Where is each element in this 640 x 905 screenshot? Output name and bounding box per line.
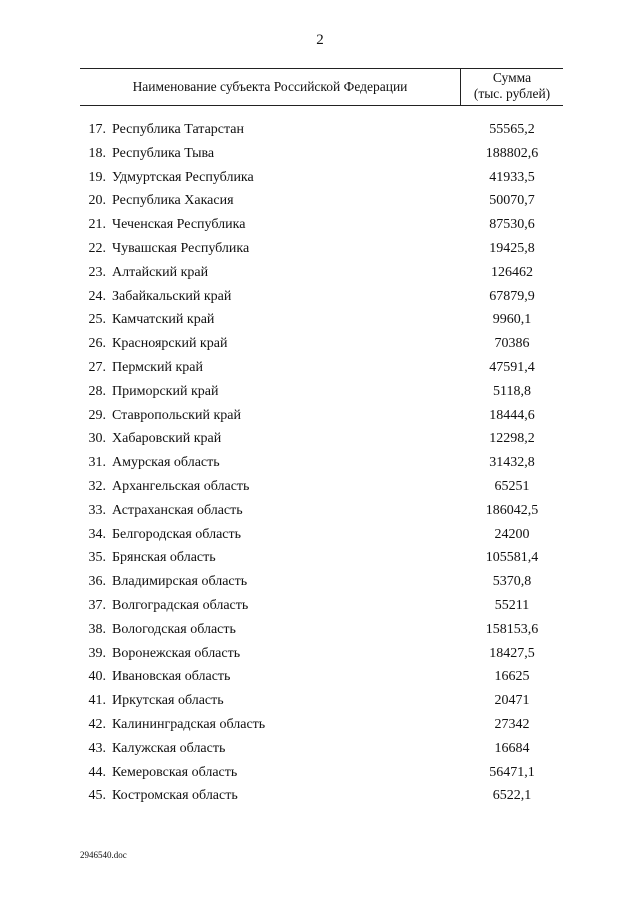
row-number: 39. (88, 645, 106, 661)
row-amount: 6522,1 (492, 788, 532, 804)
table-row (0, 190, 640, 214)
column-header-name: Наименование субъекта Российской Федерации (132, 79, 408, 94)
table-row (0, 785, 640, 809)
row-region-name: Калининградская область (112, 716, 266, 732)
table-row (0, 571, 640, 595)
row-number: 38. (88, 621, 106, 637)
row-amount: 55211 (494, 597, 530, 613)
row-number: 43. (88, 740, 106, 756)
row-number: 34. (88, 526, 106, 542)
row-region-name: Алтайский край (112, 264, 209, 280)
table-row (0, 428, 640, 452)
table-row (0, 547, 640, 571)
row-region-name: Красноярский край (112, 336, 228, 352)
row-number: 20. (88, 193, 106, 209)
column-header-sum (461, 70, 563, 102)
row-amount: 47591,4 (489, 359, 535, 375)
row-region-name: Хабаровский край (112, 431, 222, 447)
page-number: 2 (316, 32, 324, 48)
table-row (0, 476, 640, 500)
row-number: 32. (88, 478, 106, 494)
row-region-name: Чувашская Республика (112, 240, 250, 256)
row-amount: 55565,2 (489, 122, 535, 137)
row-number: 31. (88, 455, 106, 471)
table-row (0, 762, 640, 786)
row-amount: 18444,6 (489, 407, 535, 423)
row-number: 35. (88, 550, 106, 566)
row-region-name: Брянская область (112, 550, 216, 566)
row-number: 29. (88, 407, 106, 423)
row-number: 19. (88, 169, 106, 185)
row-number: 44. (88, 764, 106, 780)
row-amount: 158153,6 (485, 621, 539, 637)
row-number: 27. (88, 359, 106, 375)
column-header-sum-line2: (тыс. рублей) (473, 86, 551, 101)
row-region-name: Кемеровская область (112, 764, 238, 780)
table-row (0, 666, 640, 690)
row-region-name: Забайкальский край (112, 288, 232, 304)
row-amount: 186042,5 (485, 502, 539, 518)
row-region-name: Архангельская область (112, 478, 250, 494)
table-row (0, 238, 640, 262)
row-region-name: Владимирская область (112, 574, 248, 590)
table-row (0, 452, 640, 476)
row-amount: 27342 (494, 716, 530, 732)
table-row (0, 690, 640, 714)
row-region-name: Белгородская область (112, 526, 242, 542)
row-number: 22. (88, 240, 106, 256)
table-row (0, 167, 640, 191)
row-region-name: Ивановская область (112, 669, 231, 685)
table-row (0, 405, 640, 429)
table-row (0, 738, 640, 762)
table-row (0, 309, 640, 333)
row-amount: 16625 (494, 669, 530, 685)
row-amount: 9960,1 (492, 312, 532, 328)
row-amount: 50070,7 (489, 193, 535, 209)
row-amount: 105581,4 (485, 550, 539, 566)
row-region-name: Воронежская область (112, 645, 241, 661)
row-region-name: Амурская область (112, 455, 220, 471)
row-region-name: Ставропольский край (112, 407, 241, 423)
row-amount: 19425,8 (489, 240, 535, 256)
table-row (0, 214, 640, 238)
row-amount: 5118,8 (493, 383, 531, 399)
table-row (0, 262, 640, 286)
row-amount: 20471 (494, 693, 530, 709)
table-row (0, 286, 640, 310)
row-region-name: Пермский край (112, 359, 203, 375)
table-header (80, 68, 563, 106)
row-region-name: Удмуртская Республика (112, 169, 254, 185)
row-region-name: Камчатский край (112, 312, 215, 328)
row-amount: 16684 (494, 740, 530, 756)
row-amount: 126462 (491, 264, 533, 280)
row-amount: 65251 (494, 478, 530, 494)
row-number: 45. (88, 788, 106, 804)
row-region-name: Приморский край (112, 383, 219, 399)
row-number: 23. (88, 264, 106, 280)
row-amount: 12298,2 (489, 431, 535, 447)
row-number: 18. (88, 145, 106, 161)
row-region-name: Республика Тыва (112, 145, 215, 161)
row-number: 21. (88, 217, 106, 233)
row-amount: 24200 (494, 526, 530, 542)
row-number: 25. (88, 312, 106, 328)
row-number: 36. (88, 574, 106, 590)
row-number: 30. (88, 431, 106, 447)
row-number: 26. (88, 336, 106, 352)
table-row (0, 714, 640, 738)
table-row (0, 595, 640, 619)
row-region-name: Волгоградская область (112, 597, 249, 613)
table-row (0, 381, 640, 405)
row-amount: 41933,5 (489, 169, 535, 185)
row-number: 28. (88, 383, 106, 399)
row-region-name: Иркутская область (112, 693, 224, 709)
table-row (0, 333, 640, 357)
row-number: 24. (88, 288, 106, 304)
row-amount: 87530,6 (489, 217, 535, 233)
table-body (0, 119, 640, 809)
row-region-name: Чеченская Республика (112, 217, 246, 233)
table-row (0, 643, 640, 667)
row-number: 40. (88, 669, 106, 685)
row-amount: 5370,8 (492, 574, 532, 590)
row-amount: 188802,6 (485, 145, 539, 161)
row-number: 42. (88, 716, 106, 732)
table-row (0, 500, 640, 524)
row-region-name: Калужская область (112, 740, 226, 756)
row-amount: 56471,1 (489, 764, 535, 780)
column-header-sum-line1: Сумма (492, 70, 532, 85)
row-number: 41. (88, 693, 106, 709)
table-row (0, 357, 640, 381)
table-row (0, 119, 640, 143)
table-row (0, 143, 640, 167)
row-region-name: Костромская область (112, 788, 238, 804)
row-amount: 70386 (494, 336, 530, 352)
row-amount: 67879,9 (489, 288, 535, 304)
row-number: 37. (88, 597, 106, 613)
row-amount: 31432,8 (489, 455, 535, 471)
row-region-name: Астраханская область (112, 502, 243, 518)
row-number: 17. (88, 122, 106, 137)
row-number: 33. (88, 502, 106, 518)
document-reference: 2946540.doc (80, 850, 127, 860)
row-region-name: Республика Татарстан (112, 122, 245, 137)
table-row (0, 524, 640, 548)
row-region-name: Республика Хакасия (112, 193, 234, 209)
row-amount: 18427,5 (489, 645, 535, 661)
row-region-name: Вологодская область (112, 621, 236, 637)
table-row (0, 619, 640, 643)
